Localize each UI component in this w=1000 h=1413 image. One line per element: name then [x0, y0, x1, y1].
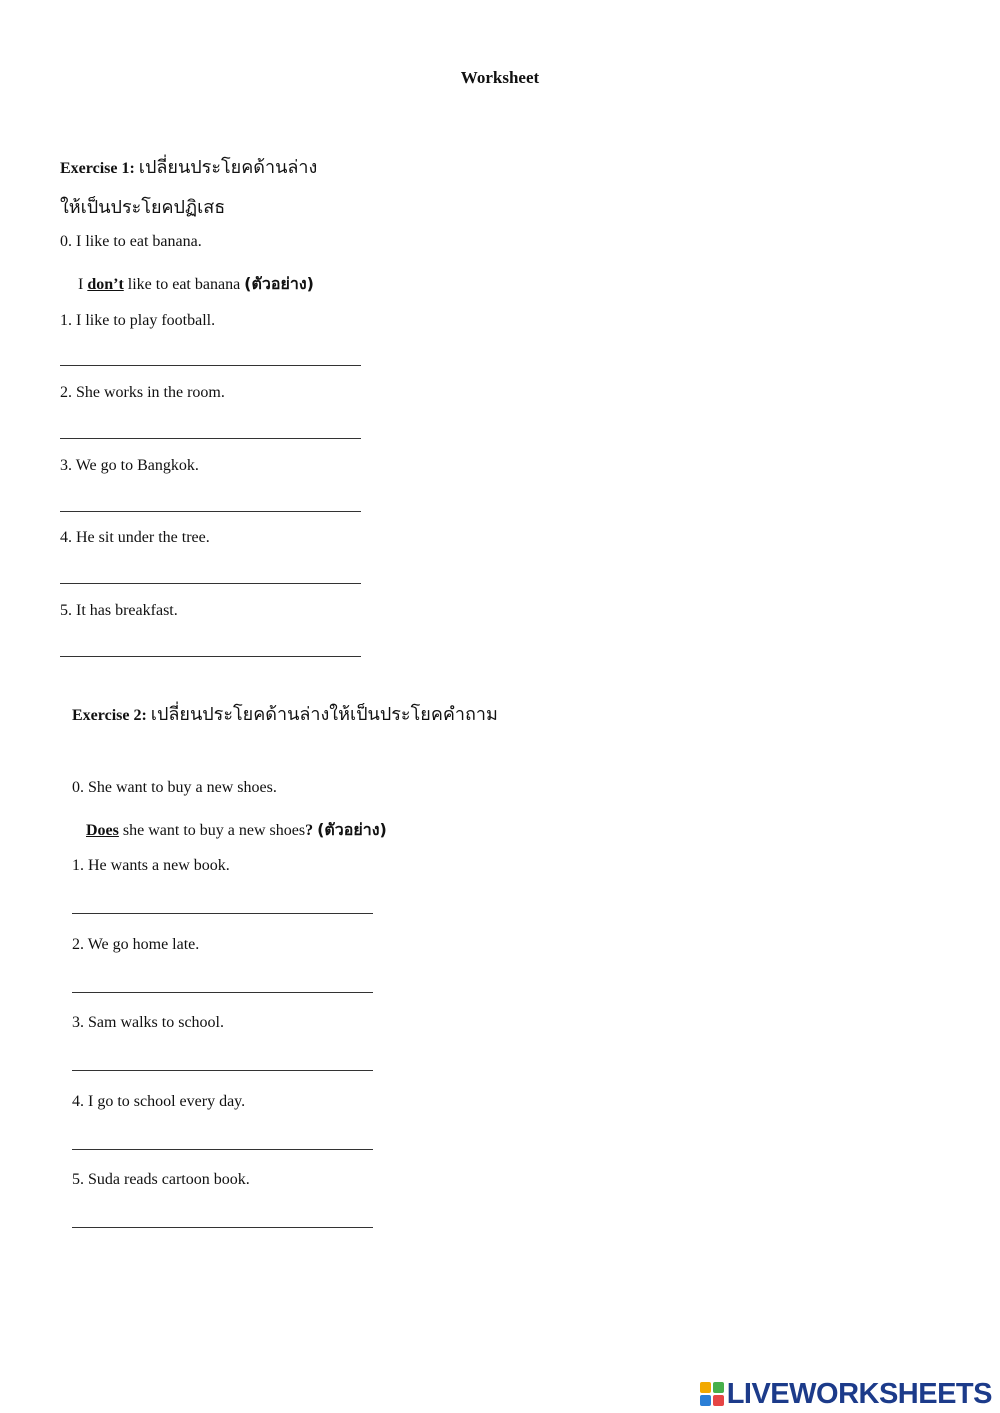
logo-text: LIVEWORKSHEETS	[726, 1377, 992, 1410]
example-answer-qmark: ?	[305, 822, 318, 839]
logo-mark-cell	[713, 1395, 724, 1406]
logo-mark-cell	[700, 1395, 711, 1406]
exercise1-label: Exercise 1	[60, 160, 130, 177]
exercise1-question: 5. It has breakfast.	[60, 602, 178, 619]
exercise1-question: 2. She works in the room.	[60, 384, 225, 401]
exercise2-example-answer	[86, 818, 387, 843]
exercise2-answer-line[interactable]	[72, 992, 373, 993]
example-answer-rest: she want to buy a new shoes	[118, 822, 306, 839]
example-answer-prefix: I	[78, 276, 88, 293]
exercise1-question: 3. We go to Bangkok.	[60, 457, 199, 474]
exercise1-answer-line[interactable]	[60, 365, 361, 366]
exercise2-colon: :	[141, 707, 147, 724]
exercise1-instruction-line2: ให้เป็นประโยคปฏิเสธ	[60, 197, 226, 218]
exercise2-heading	[72, 699, 498, 728]
exercise2-question: 2. We go home late.	[72, 936, 200, 953]
exercise2-question: 1. He wants a new book.	[72, 857, 230, 874]
exercise1-answer-line[interactable]	[60, 656, 361, 657]
exercise2-answer-line[interactable]	[72, 1227, 373, 1228]
exercise2-question: 3. Sam walks to school.	[72, 1014, 224, 1031]
exercise1-answer-line[interactable]	[60, 511, 361, 512]
logo-mark-cell	[713, 1382, 724, 1393]
example-note: (ตัวอย่าง)	[244, 274, 314, 293]
liveworksheets-logo-icon	[700, 1382, 724, 1406]
example-note: (ตัวอย่าง)	[317, 820, 387, 839]
exercise2-question: 4. I go to school every day.	[72, 1093, 246, 1110]
exercise2-answer-line[interactable]	[72, 913, 373, 914]
example-answer-rest: like to eat banana	[123, 276, 245, 293]
example-answer-keyword: Does	[86, 822, 119, 839]
exercise1-instruction-line1: เปลี่ยนประโยคด้านล่าง	[138, 157, 318, 178]
exercise2-answer-line[interactable]	[72, 1070, 373, 1071]
exercise1-colon: :	[129, 160, 135, 177]
exercise1-question: 1. I like to play football.	[60, 312, 216, 329]
exercise1-heading	[60, 152, 317, 181]
exercise2-instruction: เปลี่ยนประโยคด้านล่างให้เป็นประโยคคำถาม	[150, 704, 498, 725]
exercise1-answer-line[interactable]	[60, 438, 361, 439]
exercise1-example-answer	[78, 272, 314, 297]
example-answer-keyword: don’t	[87, 276, 124, 293]
page-title: Worksheet	[460, 68, 540, 87]
exercise1-answer-line[interactable]	[60, 583, 361, 584]
exercise2-example-sentence: 0. She want to buy a new shoes.	[72, 779, 277, 796]
exercise2-label: Exercise 2	[72, 707, 142, 724]
exercise1-question: 4. He sit under the tree.	[60, 529, 210, 546]
exercise2-question: 5. Suda reads cartoon book.	[72, 1171, 250, 1188]
liveworksheets-logo	[700, 1378, 992, 1410]
logo-mark-cell	[700, 1382, 711, 1393]
exercise2-answer-line[interactable]	[72, 1149, 373, 1150]
exercise1-example-sentence: 0. I like to eat banana.	[60, 233, 202, 250]
